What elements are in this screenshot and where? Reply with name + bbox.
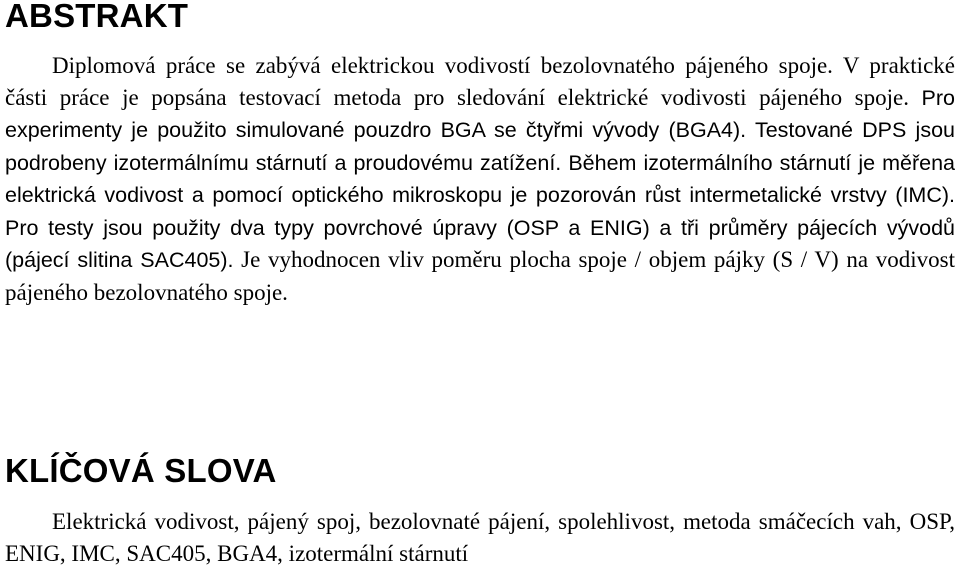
keywords-text: Elektrická vodivost, pájený spoj, bezolovnaté pájení, spolehlivost, metoda smáčecích vah, OSP, ENIG, IMC, SAC405, BGA4, izotermální stárnutí [5,509,955,566]
abstract-text-intro: Diplomová práce se zabývá elektrickou vodivostí bezolovnatého pájeného spoje. V praktické části práce je popsána testovací metoda pro sledování elektrické vodivosti pájeného spoje. [5,53,955,110]
abstract-text-conclusion: Je vyhodnocen vliv poměru plocha spoje / objem pájky (S / V) na vodivost pájeného bezolovnatého spoje. [5,247,955,305]
keywords-heading: KLÍČOVÁ SLOVA [5,452,277,489]
abstract-heading: ABSTRAKT [5,0,189,34]
abstract-paragraph [5,50,955,308]
keywords-paragraph [5,506,955,569]
abstract-text-methods: Pro experimenty je použito simulované pouzdro BGA se čtyřmi vývody (BGA4). Testované DPS jsou podrobeny izotermálnímu stárnutí a proudovému zatížení. Během izotermálního stárnutí je měřena elektrická vodivost a pomocí optického mikroskopu je pozorován růst intermetalické vrstvy (IMC). Pro testy jsou použity dva typy povrchové úpravy (OSP a ENIG) a tři průměry pájecích vývodů (pájecí slitina SAC405). [5,85,956,272]
